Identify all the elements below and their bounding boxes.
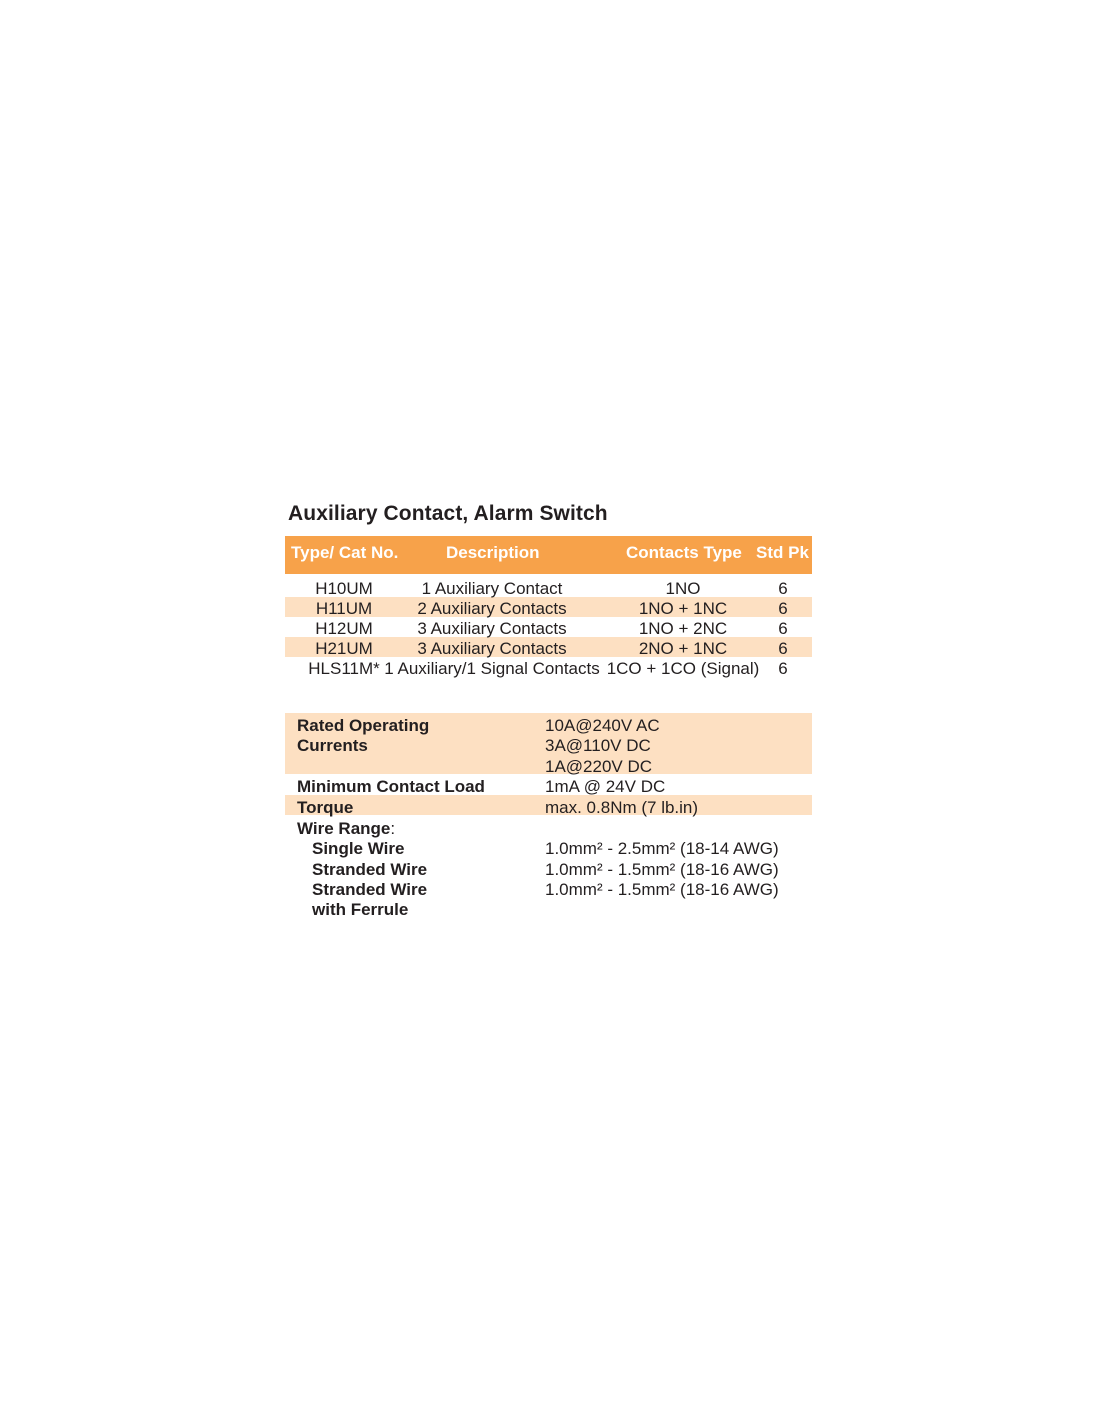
spec-label-ferrule-1: Stranded Wire xyxy=(312,880,428,899)
cell-contacts-type: 2NO + 1NC xyxy=(638,639,728,658)
cell-cat-no: H21UM xyxy=(315,639,373,658)
cell-std-pk: 6 xyxy=(778,579,788,598)
spec-value-min-load: 1mA @ 24V DC xyxy=(545,777,666,796)
spec-value-rated: 10A@240V AC xyxy=(545,716,660,735)
spec-value-rated: 1A@220V DC xyxy=(545,757,653,776)
spec-value-ferrule: 1.0mm² - 1.5mm² (18-16 AWG) xyxy=(545,880,779,899)
cell-std-pk: 6 xyxy=(778,599,788,618)
spec-label-stranded-wire: Stranded Wire xyxy=(312,860,428,879)
header-contacts-type: Contacts Type xyxy=(626,543,742,562)
cell-std-pk: 6 xyxy=(778,659,788,678)
cell-contacts-type: 1NO + 2NC xyxy=(638,619,728,638)
section-title: Auxiliary Contact, Alarm Switch xyxy=(288,502,608,525)
cell-cat-no: HLS11M* xyxy=(308,659,380,678)
header-type-cat-no: Type/ Cat No. xyxy=(291,543,399,562)
cell-cat-no: H10UM xyxy=(315,579,373,598)
cell-description: 1 Auxiliary/1 Signal Contacts xyxy=(384,659,600,678)
cell-contacts-type: 1CO + 1CO (Signal) xyxy=(606,659,760,678)
spec-value-rated: 3A@110V DC xyxy=(545,736,651,755)
cell-cat-no: H11UM xyxy=(315,599,373,618)
wire-range-colon: : xyxy=(390,819,396,838)
cell-description: 1 Auxiliary Contact xyxy=(421,579,563,598)
cell-std-pk: 6 xyxy=(778,639,788,658)
cell-description: 3 Auxiliary Contacts xyxy=(417,639,567,658)
cell-contacts-type: 1NO xyxy=(665,579,701,598)
cell-cat-no: H12UM xyxy=(315,619,373,638)
spec-label-torque: Torque xyxy=(297,798,354,817)
spec-value-torque: max. 0.8Nm (7 lb.in) xyxy=(545,798,699,817)
spec-value-stranded-wire: 1.0mm² - 1.5mm² (18-16 AWG) xyxy=(545,860,779,879)
cell-description: 2 Auxiliary Contacts xyxy=(417,599,567,618)
spec-label-min-load: Minimum Contact Load xyxy=(297,777,485,796)
cell-std-pk: 6 xyxy=(778,619,788,638)
spec-value-single-wire: 1.0mm² - 2.5mm² (18-14 AWG) xyxy=(545,839,779,858)
header-description: Description xyxy=(446,543,540,562)
spec-label-ferrule-2: with Ferrule xyxy=(312,900,409,919)
cell-contacts-type: 1NO + 1NC xyxy=(638,599,728,618)
spec-label-rated-1: Rated Operating xyxy=(297,716,430,735)
header-std-pk: Std Pk xyxy=(756,543,809,562)
cell-description: 3 Auxiliary Contacts xyxy=(417,619,567,638)
spec-label-single-wire: Single Wire xyxy=(312,839,405,858)
spec-label-rated-2: Currents xyxy=(297,736,368,755)
wire-range-text: Wire Range xyxy=(297,819,391,838)
spec-label-wire-range xyxy=(297,819,395,839)
